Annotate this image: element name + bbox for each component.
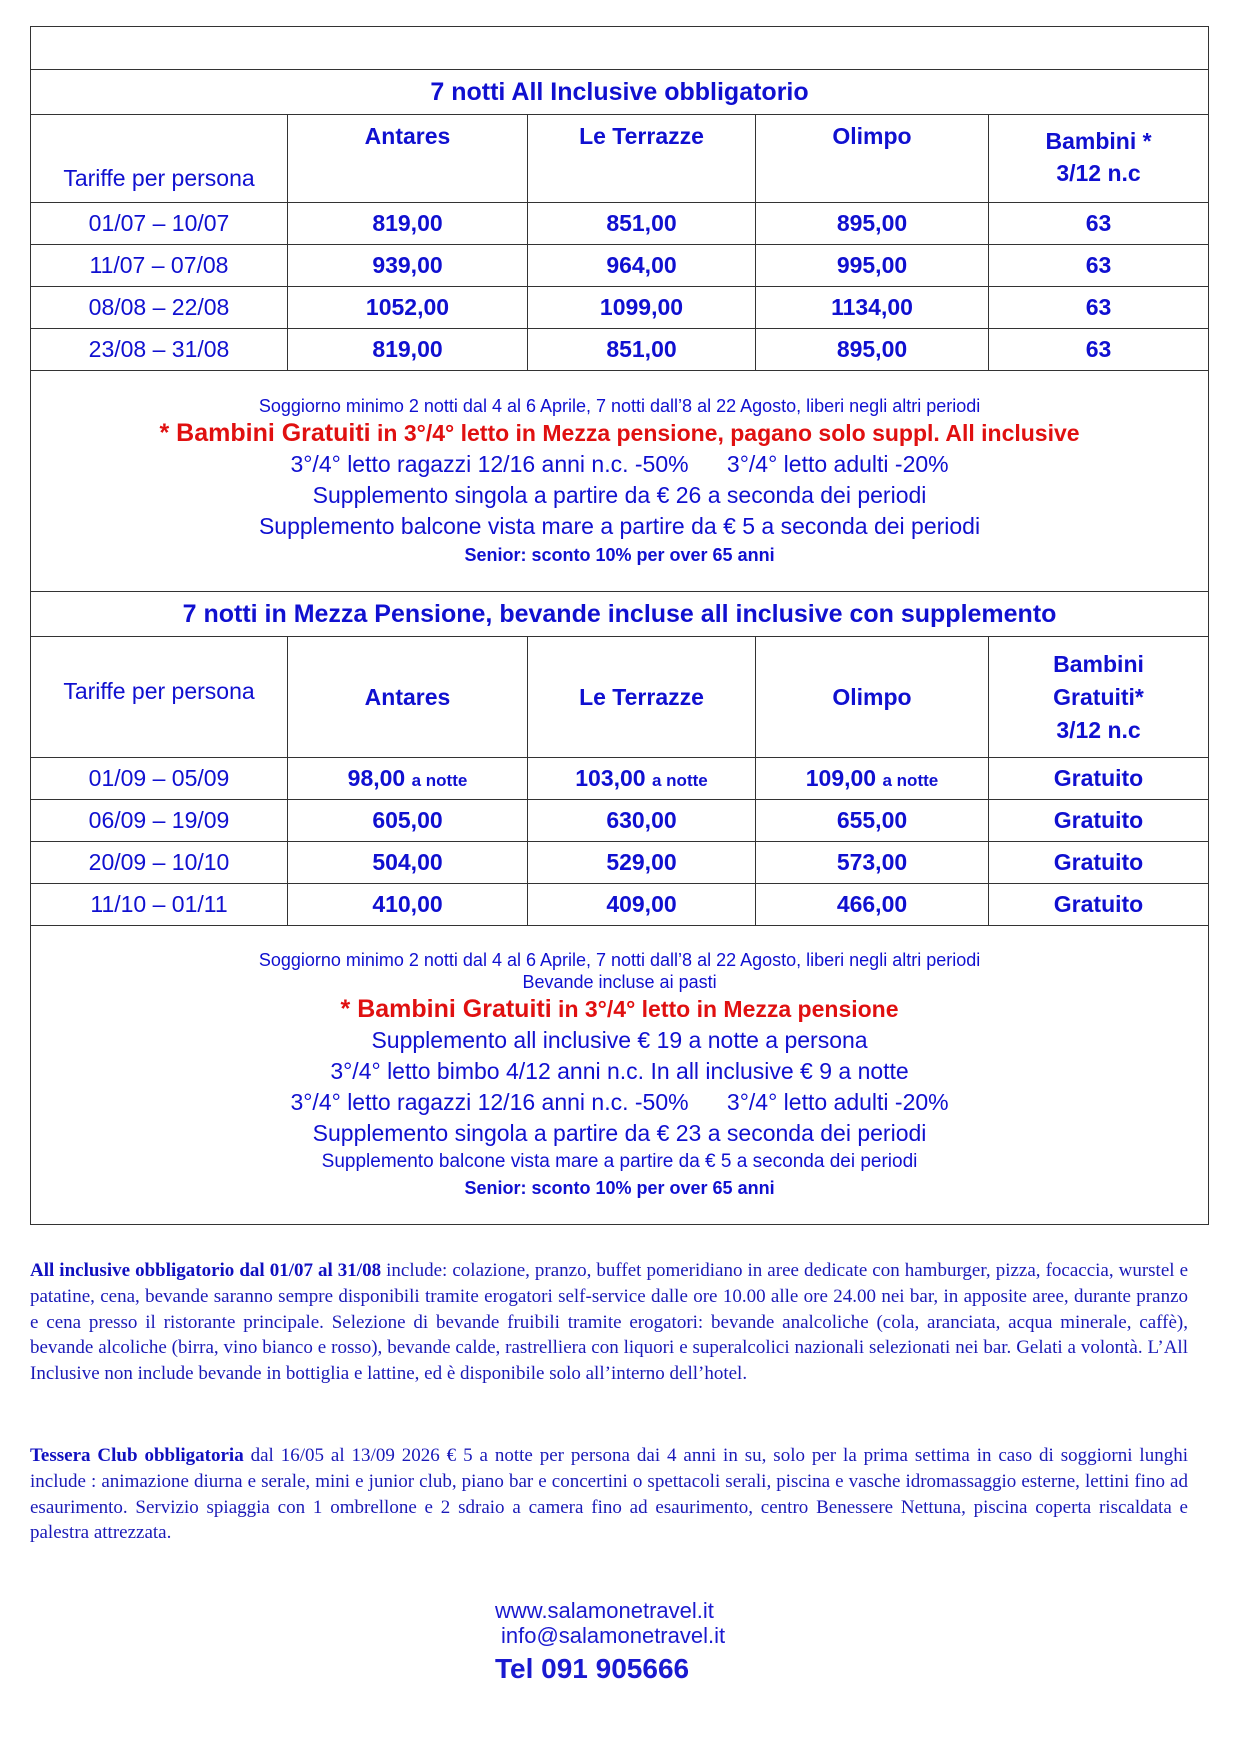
section2-notes-row xyxy=(31,926,1209,1225)
table-row xyxy=(31,329,1209,371)
email-link[interactable]: info@salamonetravel.it xyxy=(501,1623,726,1648)
senior-discount-note: Senior: sconto 10% per over 65 anni xyxy=(464,1178,775,1198)
column-header-tariffe: Tariffe per persona xyxy=(31,115,288,203)
price-le-terrazze: 1099,00 xyxy=(528,287,756,329)
price-antares: 939,00 xyxy=(288,245,528,287)
price-olimpo: 466,00 xyxy=(756,884,989,926)
empty-row xyxy=(31,27,1209,70)
period-cell: 11/10 – 01/11 xyxy=(31,884,288,926)
table-row xyxy=(31,758,1209,800)
price-bambini: 63 xyxy=(989,245,1209,287)
period-cell: 11/07 – 07/08 xyxy=(31,245,288,287)
balcony-supplement-note: Supplemento balcone vista mare a partire da € 5 a seconda dei periodi xyxy=(321,1151,918,1172)
rates-table xyxy=(30,26,1209,1225)
price-le-terrazze: 851,00 xyxy=(528,329,756,371)
phone-number: Tel 091 905666 xyxy=(495,1653,690,1684)
all-inclusive-supplement-note: Supplemento all inclusive € 19 a notte a persona xyxy=(371,1027,868,1053)
table-row xyxy=(31,842,1209,884)
section1-title: 7 notti All Inclusive obbligatorio xyxy=(31,70,1209,115)
price-olimpo: 1134,00 xyxy=(756,287,989,329)
price-bambini: Gratuito xyxy=(989,884,1209,926)
table-row xyxy=(31,203,1209,245)
column-header-tariffe: Tariffe per persona xyxy=(31,637,288,758)
section2-title: 7 notti in Mezza Pensione, bevande incluse all inclusive con supplemento xyxy=(31,592,1209,637)
column-header-le-terrazze: Le Terrazze xyxy=(528,637,756,758)
table-row xyxy=(31,884,1209,926)
column-header-olimpo: Olimpo xyxy=(756,637,989,758)
price-bambini: Gratuito xyxy=(989,842,1209,884)
column-header-olimpo: Olimpo xyxy=(756,115,989,203)
column-header-antares: Antares xyxy=(288,115,528,203)
period-cell: 20/09 – 10/10 xyxy=(31,842,288,884)
column-header-bambini-gratuiti: Bambini Gratuiti* 3/12 n.c xyxy=(989,637,1209,758)
price-bambini: 63 xyxy=(989,329,1209,371)
section1-title-row xyxy=(31,70,1209,115)
table-row xyxy=(31,800,1209,842)
price-le-terrazze: 964,00 xyxy=(528,245,756,287)
min-stay-note: Soggiorno minimo 2 notti dal 4 al 6 Aprile, 7 notti dall’8 al 22 Agosto, liberi negli altri periodi xyxy=(258,395,981,416)
price-le-terrazze: 630,00 xyxy=(528,800,756,842)
balcony-supplement-note: Supplemento balcone vista mare a partire da € 5 a seconda dei periodi xyxy=(258,512,981,539)
price-antares: 819,00 xyxy=(288,329,528,371)
contact-block xyxy=(495,1598,725,1687)
kids-free-note: * Bambini Gratuiti in 3°/4° letto in Mezza pensione, pagano solo suppl. All inclusive xyxy=(159,418,1080,447)
price-le-terrazze: 851,00 xyxy=(528,203,756,245)
tessera-club-description: Tessera Club obbligatoria dal 16/05 al 13/09 2026 € 5 a notte per persona dai 4 anni in su, solo per la prima settima in caso di soggiorni lunghi include : animazione diurna e serale, mini e junior club, piano bar e concertini o spettacoli serali, piscina e vasche idromassaggio esterne, lettini fino ad esaurimento. Servizio spiaggia con 1 ombrellone e 2 sdraio a camera fino ad esaurimento, centro Benessere Nettuna, piscina coperta riscaldata e palestra attrezzata. xyxy=(30,1445,1188,1544)
price-antares: 819,00 xyxy=(288,203,528,245)
single-supplement-note: Supplemento singola a partire da € 26 a seconda dei periodi xyxy=(312,481,927,508)
section2-title-row xyxy=(31,592,1209,637)
price-le-terrazze: 409,00 xyxy=(528,884,756,926)
price-olimpo: 895,00 xyxy=(756,329,989,371)
section1-notes xyxy=(31,371,1209,592)
section2-header-row xyxy=(31,637,1209,758)
section1-notes-row xyxy=(31,371,1209,592)
column-header-bambini: Bambini * 3/12 n.c xyxy=(989,115,1209,203)
price-olimpo: 655,00 xyxy=(756,800,989,842)
price-olimpo: 895,00 xyxy=(756,203,989,245)
price-le-terrazze: 529,00 xyxy=(528,842,756,884)
price-antares: 410,00 xyxy=(288,884,528,926)
min-stay-note: Soggiorno minimo 2 notti dal 4 al 6 Aprile, 7 notti dall’8 al 22 Agosto, liberi negli altri periodi xyxy=(258,950,981,970)
price-olimpo: 573,00 xyxy=(756,842,989,884)
table-row xyxy=(31,287,1209,329)
table-row xyxy=(31,245,1209,287)
period-cell: 01/07 – 10/07 xyxy=(31,203,288,245)
price-antares: 504,00 xyxy=(288,842,528,884)
senior-discount-note: Senior: sconto 10% per over 65 anni xyxy=(464,544,775,565)
period-cell: 01/09 – 05/09 xyxy=(31,758,288,800)
period-cell: 23/08 – 31/08 xyxy=(31,329,288,371)
price-bambini: Gratuito xyxy=(989,758,1209,800)
third-bed-note: 3°/4° letto ragazzi 12/16 anni n.c. -50% 3°/4° letto adulti -20% xyxy=(290,1089,949,1115)
kids-free-note: * Bambini Gratuiti in 3°/4° letto in Mezza pensione xyxy=(340,995,899,1023)
price-antares: 1052,00 xyxy=(288,287,528,329)
price-olimpo: 995,00 xyxy=(756,245,989,287)
price-bambini: Gratuito xyxy=(989,800,1209,842)
price-le-terrazze: 103,00 a notte xyxy=(528,758,756,800)
price-olimpo: 109,00 a notte xyxy=(756,758,989,800)
website-link[interactable]: www.salamonetravel.it xyxy=(495,1598,714,1623)
period-cell: 06/09 – 19/09 xyxy=(31,800,288,842)
price-antares: 98,00 a notte xyxy=(288,758,528,800)
child-bed-note: 3°/4° letto bimbo 4/12 anni n.c. In all inclusive € 9 a notte xyxy=(330,1058,909,1084)
third-bed-note: 3°/4° letto ragazzi 12/16 anni n.c. -50% 3°/4° letto adulti -20% xyxy=(290,450,949,477)
price-bambini: 63 xyxy=(989,287,1209,329)
single-supplement-note: Supplemento singola a partire da € 23 a seconda dei periodi xyxy=(312,1120,927,1146)
column-header-antares: Antares xyxy=(288,637,528,758)
column-header-le-terrazze: Le Terrazze xyxy=(528,115,756,203)
all-inclusive-heading: All inclusive obbligatorio dal 01/07 al 31/08 xyxy=(30,1260,382,1281)
drinks-note: Bevande incluse ai pasti xyxy=(522,972,717,992)
price-bambini: 63 xyxy=(989,203,1209,245)
tessera-club-heading: Tessera Club obbligatoria xyxy=(30,1445,244,1466)
section2-notes xyxy=(31,926,1209,1225)
price-antares: 605,00 xyxy=(288,800,528,842)
period-cell: 08/08 – 22/08 xyxy=(31,287,288,329)
all-inclusive-description: All inclusive obbligatorio dal 01/07 al 31/08 include: colazione, pranzo, buffet pomeridiano in aree dedicate con hamburger, pizza, focaccia, wurstel e patatine, cena, bevande saranno sempre disponibili tramite erogatori self-service dalle ore 10.00 alle ore 24.00 nei bar, in apposite aree, durante pranzo e cena presso il ristorante principale. Selezione di bevande fruibili tramite erogatori: bevande analcoliche (cola, aranciata, acqua minerale, caffè), bevande alcoliche (birra, vino bianco e rosso), bevande calde, rastrelliera con liquori e superalcolici nazionali selezionati nei bar. Gelati a volontà. L’All Inclusive non include bevande in bottiglia e lattine, ed è disponibile solo all’interno dell’hotel. xyxy=(30,1260,1189,1385)
section1-header-row xyxy=(31,115,1209,203)
